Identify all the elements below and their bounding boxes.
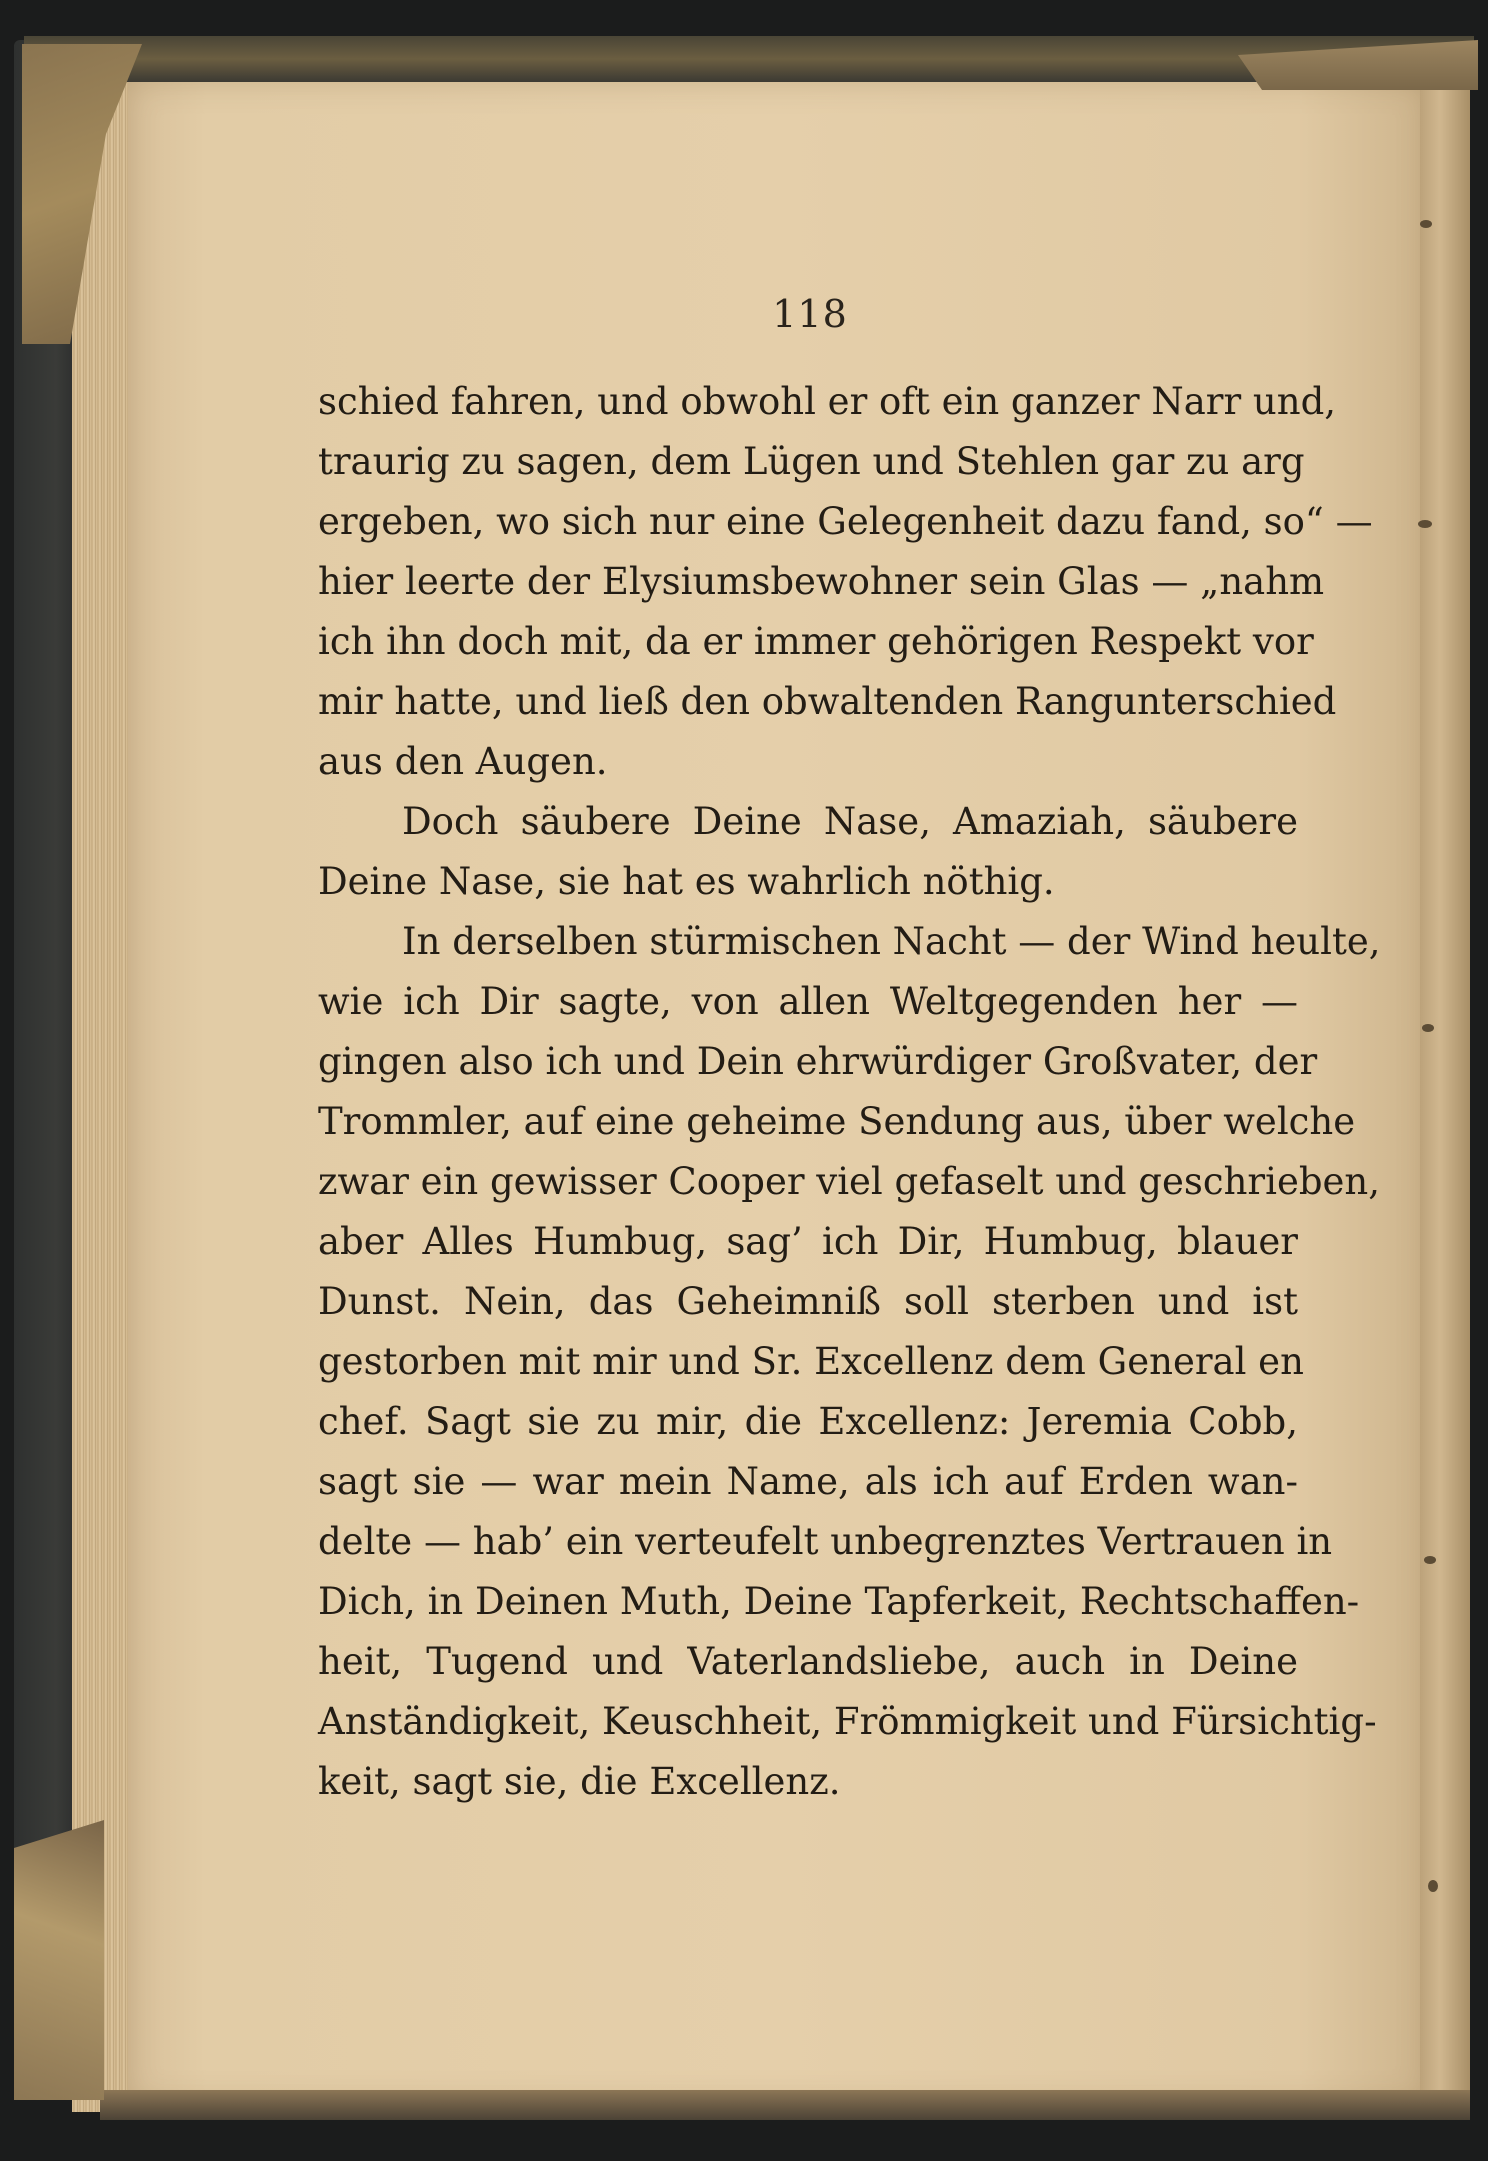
text-line: aus den Augen. xyxy=(318,740,608,783)
text-line: ich ihn doch mit, da er immer gehörigen Respekt vor xyxy=(318,620,1314,663)
text-line: Anständigkeit, Keuschheit, Frömmigkeit und Fürsichtig- xyxy=(318,1700,1377,1743)
text-line: keit, sagt sie, die Excellenz. xyxy=(318,1760,841,1803)
text-line: wie ich Dir sagte, von allen Weltgegenden her — xyxy=(318,980,1298,1023)
text-line: hier leerte der Elysiumsbewohner sein Glas — „nahm xyxy=(318,560,1325,603)
text-line: ergeben, wo sich nur eine Gelegenheit dazu fand, so“ — xyxy=(318,500,1373,543)
paper-speck xyxy=(1420,220,1432,228)
text-line: gingen also ich und Dein ehrwürdiger Großvater, der xyxy=(318,1040,1318,1083)
text-line: chef. Sagt sie zu mir, die Excellenz: Jeremia Cobb, xyxy=(318,1400,1298,1443)
text-line: gestorben mit mir und Sr. Excellenz dem General en xyxy=(318,1340,1304,1383)
text-line: aber Alles Humbug, sag’ ich Dir, Humbug, blauer xyxy=(318,1220,1298,1263)
text-line: mir hatte, und ließ den obwaltenden Rangunterschied xyxy=(318,680,1337,723)
text-line: heit, Tugend und Vaterlandsliebe, auch in Deine xyxy=(318,1640,1298,1683)
body-text xyxy=(318,372,1381,1812)
text-line: Deine Nase, sie hat es wahrlich nöthig. xyxy=(318,860,1055,903)
page-stack-edges xyxy=(72,82,132,2112)
text-line: Trommler, auf eine geheime Sendung aus, über welche xyxy=(318,1100,1356,1143)
text-line: zwar ein gewisser Cooper viel gefaselt und geschrieben, xyxy=(318,1160,1381,1203)
text-line: sagt sie — war mein Name, als ich auf Erden wan- xyxy=(318,1460,1298,1503)
page-number: 118 xyxy=(772,292,848,336)
paper-speck xyxy=(1428,1880,1438,1892)
text-line: schied fahren, und obwohl er oft ein ganzer Narr und, xyxy=(318,380,1337,423)
text-line: delte — hab’ ein verteufelt unbegrenztes Vertrauen in xyxy=(318,1520,1333,1563)
text-line: traurig zu sagen, dem Lügen und Stehlen gar zu arg xyxy=(318,440,1305,483)
paragraph-start-line: Doch säubere Deine Nase, Amaziah, säubere xyxy=(402,800,1298,843)
paragraph-start-line: In derselben stürmischen Nacht — der Wind heulte, xyxy=(402,920,1381,963)
bottom-page-edge xyxy=(100,2090,1470,2120)
worn-corner-bottom-left xyxy=(14,1820,104,2100)
paper-speck xyxy=(1424,1556,1436,1564)
paper-speck xyxy=(1422,1024,1434,1032)
paper-speck xyxy=(1418,520,1432,528)
text-line: Dich, in Deinen Muth, Deine Tapferkeit, Rechtschaffen- xyxy=(318,1580,1360,1623)
text-line: Dunst. Nein, das Geheimniß soll sterben und ist xyxy=(318,1280,1298,1323)
right-page-edge xyxy=(1420,82,1470,2102)
